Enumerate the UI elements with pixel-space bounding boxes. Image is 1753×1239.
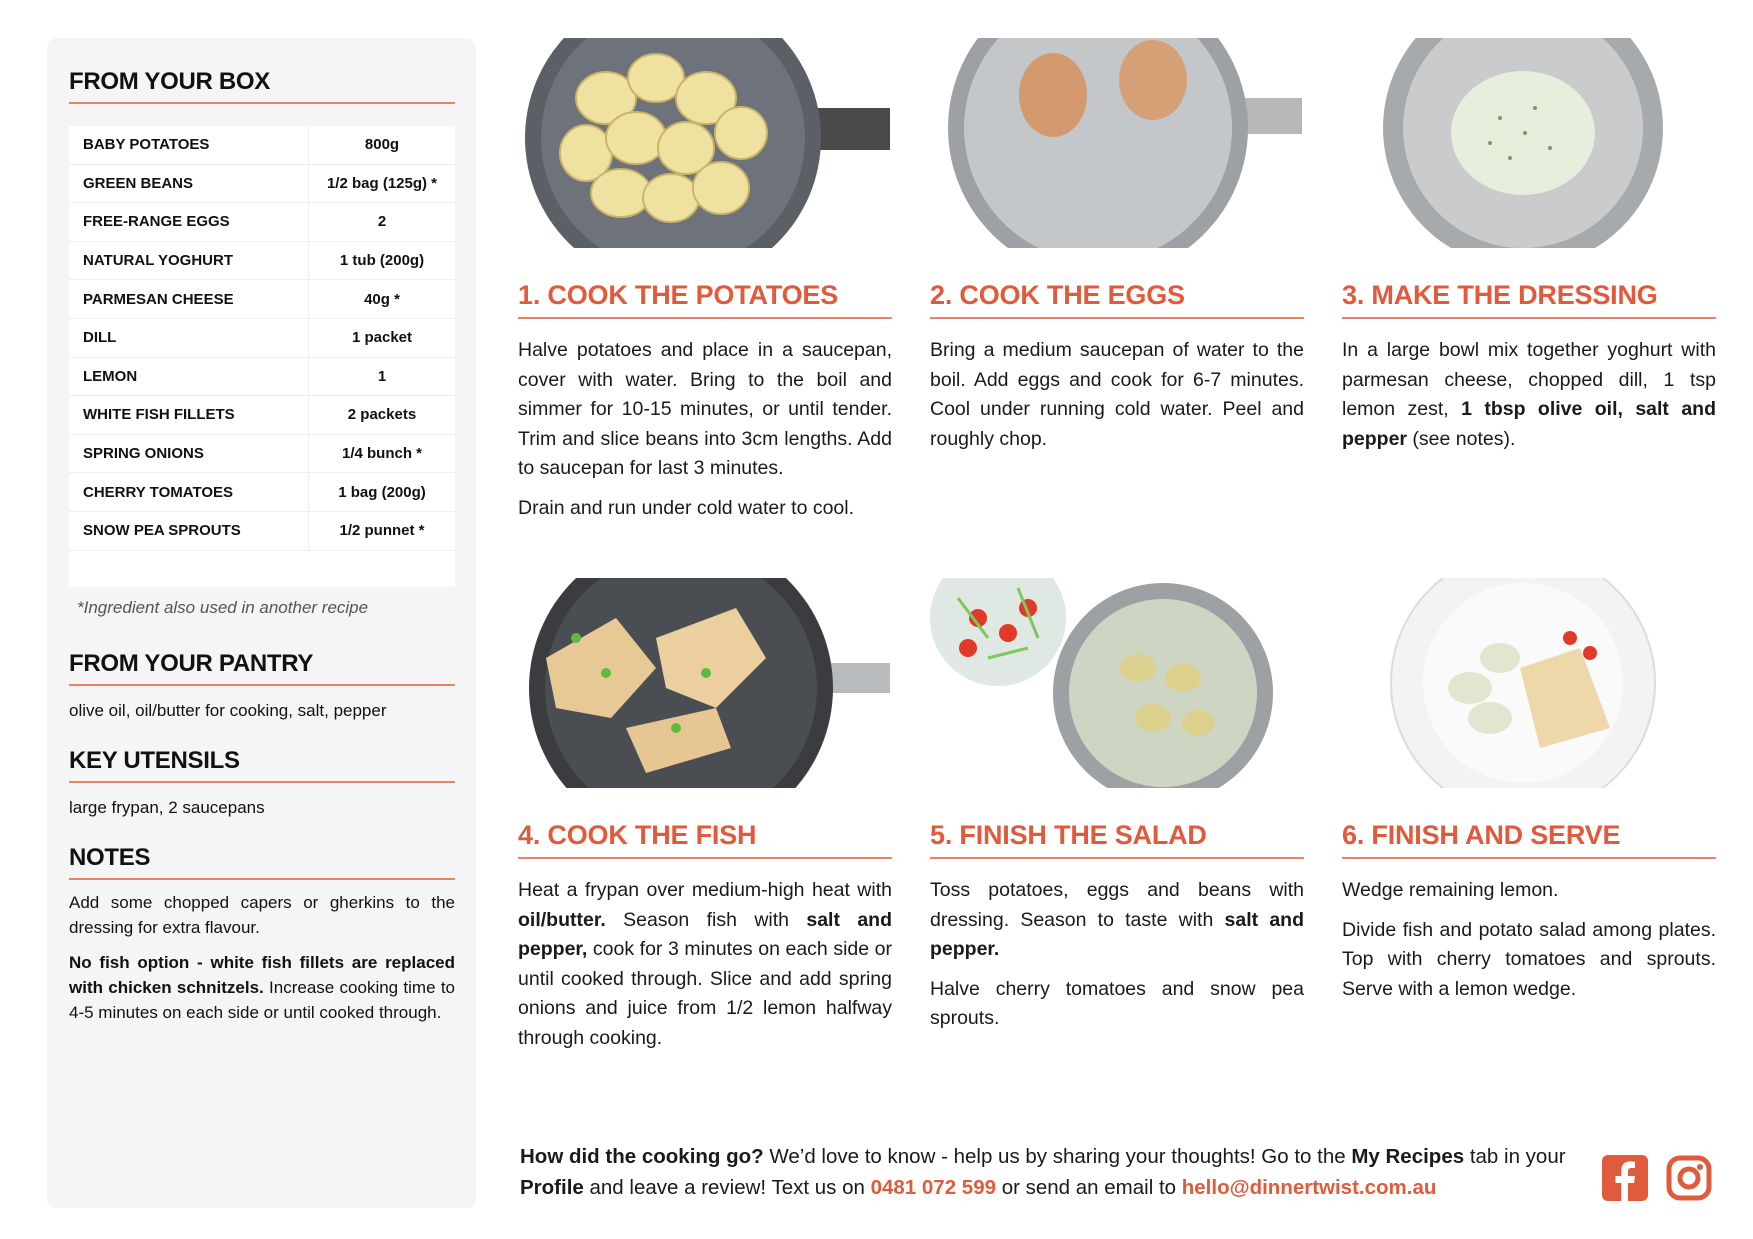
step-4-title: 4. COOK THE FISH	[518, 820, 892, 859]
footer-text-1: We’d love to know - help us by sharing your thoughts! Go to the	[763, 1145, 1352, 1168]
step-4-text-e: cook for 3 minutes on each side or until cooked through. Slice and add spring onions and juice from 1/2 lemon halfway through cooking.	[518, 938, 892, 1049]
phone-link[interactable]: 0481 072 599	[870, 1176, 996, 1199]
ingredient-footnote: *Ingredient also used in another recipe	[77, 598, 369, 617]
step-2-title: 2. COOK THE EGGS	[930, 280, 1304, 319]
instagram-icon[interactable]	[1666, 1155, 1712, 1201]
ingredient-name: BABY POTATOES	[69, 126, 309, 164]
ingredient-qty: 1/2 bag (125g) *	[326, 174, 438, 192]
step-4-paragraph-1	[518, 876, 892, 1053]
ingredient-qty: 800g	[364, 136, 400, 154]
table-row	[69, 242, 455, 281]
step-3-photo	[1340, 38, 1714, 248]
table-row	[69, 396, 455, 435]
step-6-paragraph-1: Wedge remaining lemon.	[1342, 879, 1559, 901]
note-2	[69, 950, 455, 1025]
footer-text-2: tab in your	[1464, 1145, 1566, 1168]
key-utensils-title: KEY UTENSILS	[69, 747, 455, 783]
step-2-photo	[928, 38, 1302, 248]
ingredient-qty: 1/2 punnet *	[339, 522, 425, 540]
ingredient-name: SNOW PEA SPROUTS	[69, 512, 309, 550]
note-2-bold: No fish option - white fish fillets are replaced with chicken schnitzels.	[69, 953, 455, 997]
ingredient-name: GREEN BEANS	[69, 165, 309, 203]
step-2-paragraph-1: Bring a medium saucepan of water to the boil. Add eggs and cook for 6-7 minutes. Cool under running cold water. Peel and roughly chop.	[930, 339, 1304, 450]
notes-title: NOTES	[69, 844, 455, 880]
footer-question: How did the cooking go?	[520, 1145, 764, 1168]
step-5-text-a: Toss potatoes, eggs and beans with dressing. Season to taste with	[930, 879, 1304, 931]
step-5-photo	[928, 578, 1302, 788]
step-3-text-bold: 1 tbsp olive oil, salt and pepper	[1342, 398, 1716, 450]
note-1: Add some chopped capers or gherkins to the dressing for extra flavour.	[69, 893, 455, 937]
step-3-text-a: In a large bowl mix together yoghurt with parmesan cheese, chopped dill, 1 tsp lemon zest,	[1342, 339, 1716, 420]
from-your-box-title: FROM YOUR BOX	[69, 68, 455, 104]
ingredient-qty: 2	[377, 213, 387, 231]
step-3-text-c: (see notes).	[1407, 427, 1516, 450]
step-1-body	[518, 336, 892, 523]
ingredient-name: PARMESAN CHEESE	[69, 280, 309, 318]
step-3-paragraph-1	[1342, 336, 1716, 454]
from-your-pantry-title: FROM YOUR PANTRY	[69, 650, 455, 686]
table-row	[69, 126, 455, 165]
sidebar	[47, 38, 476, 1208]
step-5-body	[930, 876, 1304, 1034]
profile-label: Profile	[520, 1176, 584, 1199]
ingredient-qty: 1	[377, 367, 387, 385]
ingredient-name: CHERRY TOMATOES	[69, 473, 309, 511]
table-row	[69, 203, 455, 242]
pantry-text: olive oil, oil/butter for cooking, salt, pepper	[69, 701, 387, 720]
utensils-text: large frypan, 2 saucepans	[69, 798, 265, 817]
note-2-rest: Increase cooking time to 4-5 minutes on each side or until cooked through.	[69, 978, 455, 1022]
step-6-body	[1342, 876, 1716, 1004]
ingredient-name: FREE-RANGE EGGS	[69, 203, 309, 241]
ingredient-qty: 1 bag (200g)	[338, 483, 426, 501]
step-4-text-bold-1: oil/butter.	[518, 908, 606, 931]
ingredient-qty: 1 tub (200g)	[339, 252, 425, 270]
step-5-title: 5. FINISH THE SALAD	[930, 820, 1304, 859]
table-row	[69, 358, 455, 397]
step-3-title: 3. MAKE THE DRESSING	[1342, 280, 1716, 319]
table-row	[69, 512, 455, 551]
step-1-photo	[516, 38, 890, 248]
step-2-body	[930, 336, 1304, 454]
ingredient-name: NATURAL YOGHURT	[69, 242, 309, 280]
step-4-photo	[516, 578, 890, 788]
email-link[interactable]: hello@dinnertwist.com.au	[1181, 1176, 1437, 1199]
table-row	[69, 280, 455, 319]
facebook-icon[interactable]	[1602, 1155, 1648, 1201]
my-recipes-label: My Recipes	[1351, 1145, 1465, 1168]
step-4-text-bold-2: salt and pepper,	[518, 908, 892, 960]
step-4-body	[518, 876, 892, 1053]
table-row	[69, 319, 455, 358]
step-4-text-a: Heat a frypan over medium-high heat with	[518, 879, 892, 901]
ingredient-qty: 1/4 bunch *	[341, 445, 423, 463]
table-row	[69, 165, 455, 204]
ingredient-name: SPRING ONIONS	[69, 435, 309, 473]
table-row	[69, 435, 455, 474]
footer-text-4: or send an email to	[996, 1176, 1182, 1199]
step-5-paragraph-1	[930, 876, 1304, 965]
ingredient-qty: 40g *	[364, 290, 400, 308]
step-6-title: 6. FINISH AND SERVE	[1342, 820, 1716, 859]
footer-text-3: and leave a review! Text us on	[583, 1176, 871, 1199]
table-row	[69, 473, 455, 512]
step-3-body	[1342, 336, 1716, 454]
ingredient-qty: 2 packets	[347, 406, 417, 424]
ingredient-name: DILL	[69, 319, 309, 357]
ingredient-qty: 1 packet	[351, 329, 413, 347]
step-6-photo	[1340, 578, 1714, 788]
step-1-paragraph-1: Halve potatoes and place in a saucepan, cover with water. Bring to the boil and simmer for 10-15 minutes, or until tender. Trim and slice beans into 3cm lengths. Add to saucepan for last 3 minutes.	[518, 339, 892, 479]
ingredient-name: WHITE FISH FILLETS	[69, 396, 309, 434]
step-1-title: 1. COOK THE POTATOES	[518, 280, 892, 319]
step-4-text-c: Season fish with	[605, 908, 807, 931]
ingredients-table	[69, 126, 455, 587]
feedback-footer	[520, 1141, 1580, 1203]
step-6-paragraph-2: Divide fish and potato salad among plates. Top with cherry tomatoes and sprouts. Serve with a lemon wedge.	[1342, 918, 1716, 1000]
step-1-paragraph-2: Drain and run under cold water to cool.	[518, 496, 855, 519]
step-5-paragraph-2: Halve cherry tomatoes and snow pea sprouts.	[930, 977, 1304, 1029]
step-5-text-bold: salt and pepper.	[930, 908, 1304, 960]
ingredient-name: LEMON	[69, 358, 309, 396]
